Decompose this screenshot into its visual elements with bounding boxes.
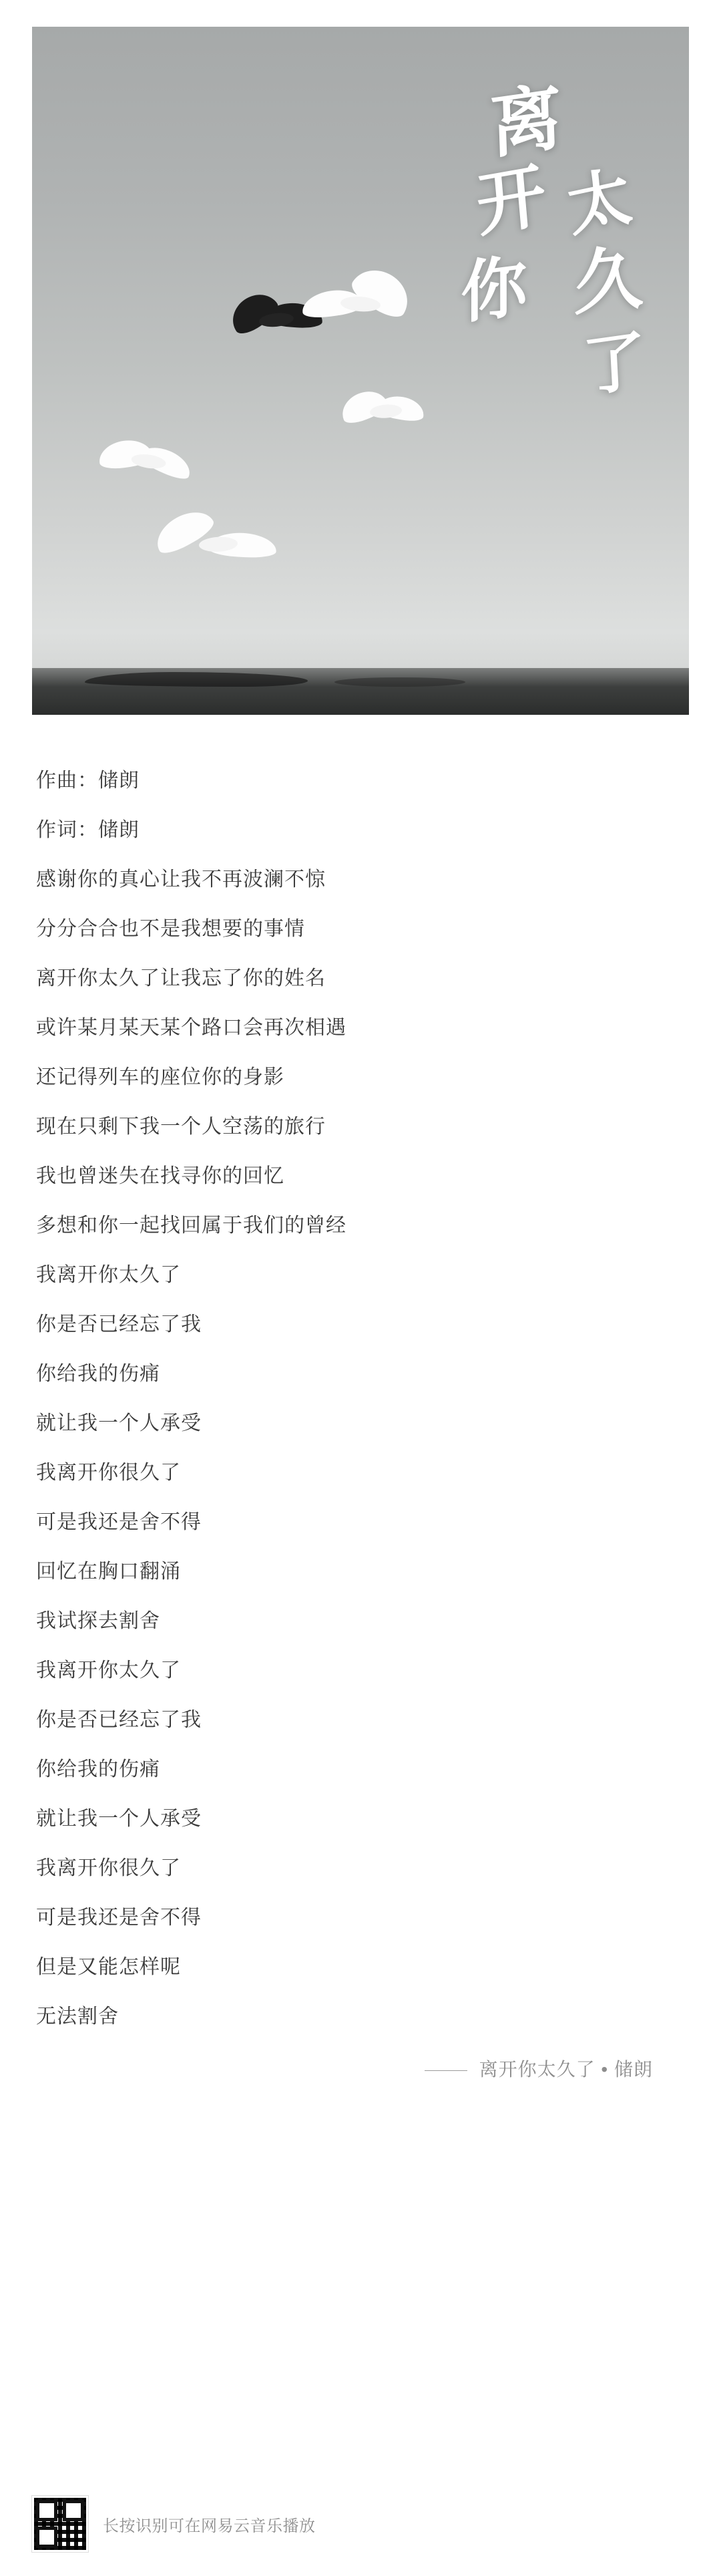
lyric-line: 感谢你的真心让我不再波澜不惊	[36, 868, 326, 891]
footer	[32, 2496, 689, 2552]
lyrics-body	[32, 771, 689, 2082]
title-char-3: 你	[461, 249, 527, 332]
lyric-line: 就让我一个人承受	[36, 1808, 202, 1830]
title-char-5: 久	[574, 239, 644, 324]
signature-rule	[425, 2070, 467, 2071]
lyric-line: 离开你太久了让我忘了你的姓名	[36, 967, 326, 989]
lyric-line: 或许某月某天某个路口会再次相遇	[36, 1017, 346, 1039]
lyric-line: 我离开你太久了	[36, 1659, 181, 1681]
credit-lyricist: 作词：储朗	[36, 819, 140, 841]
qr-code-icon[interactable]	[32, 2496, 88, 2552]
lyric-line: 分分合合也不是我想要的事情	[36, 918, 305, 940]
title-char-2: 开	[473, 156, 549, 247]
hero-image	[32, 27, 689, 715]
lyric-line: 多想和你一起找回属于我们的曾经	[36, 1215, 346, 1237]
lyric-line: 我离开你很久了	[36, 1462, 181, 1484]
lyric-line: 我也曾迷失在找寻你的回忆	[36, 1165, 284, 1187]
lyric-line: 可是我还是舍不得	[36, 1511, 202, 1533]
signature-text: 离开你太久了 • 储朗	[479, 2059, 653, 2080]
lyric-line: 我离开你太久了	[36, 1264, 181, 1286]
lyric-line: 还记得列车的座位你的身影	[36, 1066, 284, 1088]
sky-background	[32, 27, 689, 715]
credit-composer: 作曲：储朗	[36, 770, 140, 792]
title-char-4: 太	[563, 160, 636, 245]
title-char-6: 了	[580, 324, 648, 405]
lyric-line: 但是又能怎样呢	[36, 1956, 181, 1978]
horizon-silhouette	[32, 668, 689, 715]
lyric-line: 我离开你很久了	[36, 1857, 181, 1879]
lyric-line: 你是否已经忘了我	[36, 1709, 202, 1731]
lyric-line: 就让我一个人承受	[36, 1412, 202, 1434]
lyric-line: 无法割舍	[36, 2005, 119, 2028]
lyric-line: 可是我还是舍不得	[36, 1907, 202, 1929]
lyric-line: 回忆在胸口翻涌	[36, 1561, 181, 1583]
article-page	[0, 27, 721, 2576]
lyric-line: 现在只剩下我一个人空荡的旅行	[36, 1116, 326, 1138]
title-char-1: 离	[489, 77, 563, 168]
lyric-line: 你是否已经忘了我	[36, 1313, 202, 1335]
lyric-line: 你给我的伤痛	[36, 1363, 160, 1385]
lyric-line: 你给我的伤痛	[36, 1758, 160, 1780]
lyric-line: 我试探去割舍	[36, 1610, 160, 1632]
signature	[36, 2055, 684, 2082]
footer-hint: 长按识别可在网易云音乐播放	[103, 2517, 316, 2535]
